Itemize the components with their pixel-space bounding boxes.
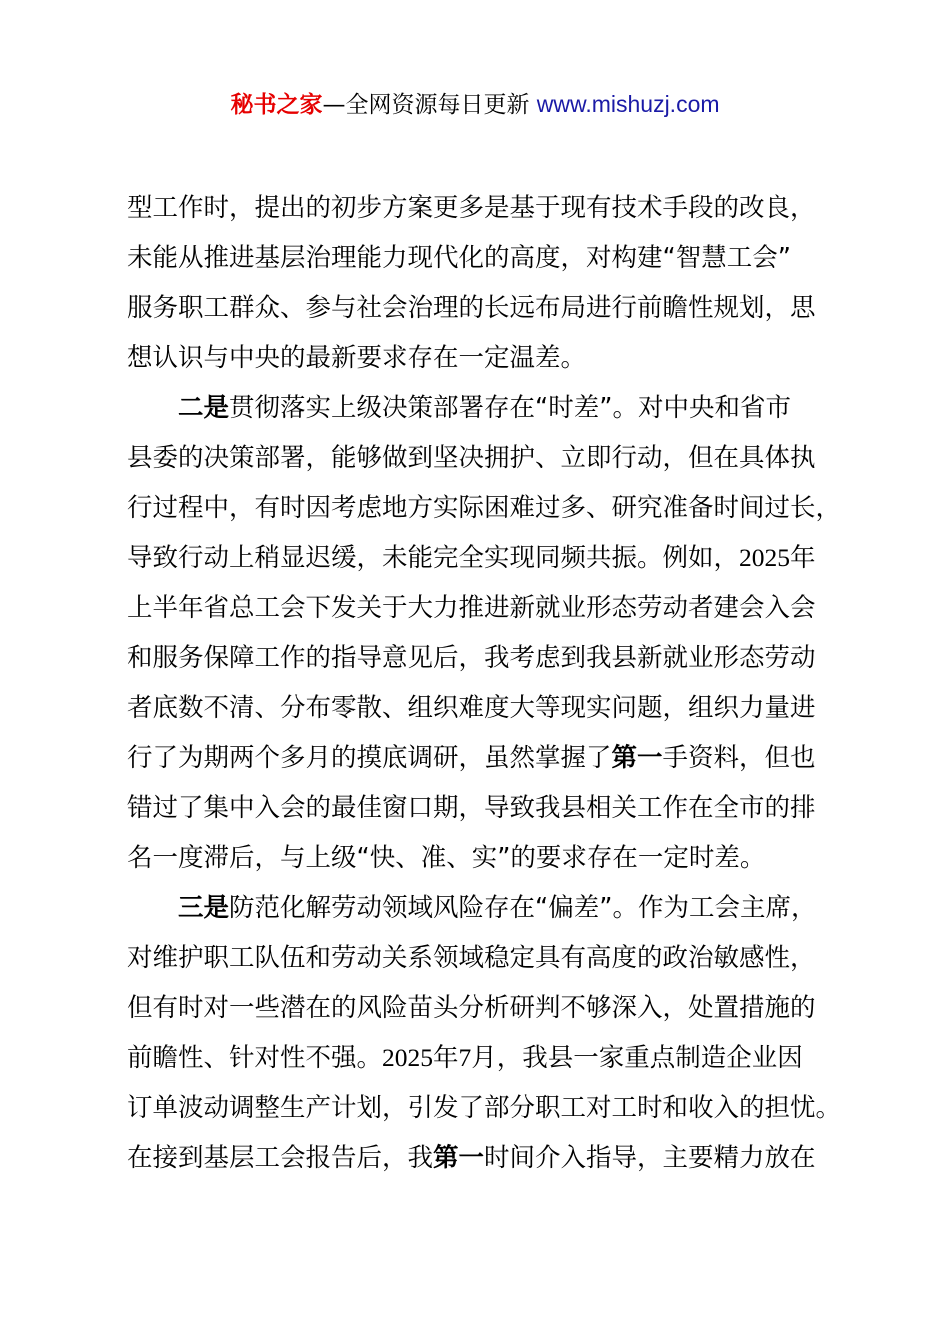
year-number: 2025 <box>739 543 791 572</box>
text-segment: 贯彻落实上级决策部署存在“时差”。对中央和省市 <box>229 393 791 423</box>
text-line <box>127 1033 857 1083</box>
text-segment: 月，我县一家重点制造企业因 <box>471 1043 803 1073</box>
text-line <box>127 733 857 783</box>
text-line: 想认识与中央的最新要求存在一定温差。 <box>127 343 587 373</box>
text-segment: 防范化解劳动领域风险存在“偏差”。作为工会主席， <box>229 893 817 923</box>
text-line: 对维护职工队伍和劳动关系领域稳定具有高度的政治敏感性， <box>127 943 816 973</box>
bold-text: 第一 <box>611 743 663 773</box>
text-line: 订单波动调整生产计划，引发了部分职工对工时和收入的担忧。 <box>127 1093 842 1123</box>
text-line: 错过了集中入会的最佳窗口期，导致我县相关工作在全市的排 <box>127 793 816 823</box>
page-header <box>0 86 950 123</box>
text-segment: 年 <box>433 1043 459 1073</box>
document-body <box>127 183 857 1183</box>
point-marker: 三是 <box>178 893 230 923</box>
text-line: 型工作时，提出的初步方案更多是基于现有技术手段的改良， <box>127 193 816 223</box>
text-segment: 年 <box>790 543 816 573</box>
site-url: www.mishuzj.com <box>536 91 720 117</box>
text-line: 但有时对一些潜在的风险苗头分析研判不够深入，处置措施的 <box>127 993 816 1023</box>
year-number: 2025 <box>382 1043 434 1072</box>
text-line: 服务职工群众、参与社会治理的长远布局进行前瞻性规划，思 <box>127 293 816 323</box>
point-marker: 二是 <box>178 393 230 423</box>
text-segment: 时间介入指导，主要精力放在 <box>484 1143 816 1173</box>
text-line: 未能从推进基层治理能力现代化的高度，对构建“智慧工会” <box>127 243 791 273</box>
paragraph-start <box>127 883 857 933</box>
text-line <box>127 1133 857 1183</box>
text-line: 者底数不清、分布零散、组织难度大等现实问题，组织力量进 <box>127 693 816 723</box>
brand-name: 秘书之家 <box>230 92 323 118</box>
text-line: 县委的决策部署，能够做到坚决拥护、立即行动，但在具体执 <box>127 443 816 473</box>
text-segment: 行了为期两个多月的摸底调研，虽然掌握了 <box>127 743 612 773</box>
text-line: 名一度滞后，与上级“快、准、实”的要求存在一定时差。 <box>127 843 766 873</box>
text-segment: 导致行动上稍显迟缓，未能完全实现同频共振。例如， <box>127 543 740 573</box>
header-tagline: —全网资源每日更新 <box>322 92 530 118</box>
text-segment: 前瞻性、针对性不强。 <box>127 1043 383 1073</box>
text-line: 和服务保障工作的指导意见后，我考虑到我县新就业形态劳动 <box>127 643 816 673</box>
text-segment: 手资料，但也 <box>662 743 816 773</box>
paragraph-start <box>127 383 857 433</box>
text-segment: 在接到基层工会报告后，我 <box>127 1143 434 1173</box>
text-line <box>127 533 857 583</box>
text-line: 行过程中，有时因考虑地方实际困难过多、研究准备时间过长， <box>127 493 842 523</box>
month-number: 7 <box>458 1043 472 1072</box>
bold-text: 第一 <box>433 1143 485 1173</box>
text-line: 上半年省总工会下发关于大力推进新就业形态劳动者建会入会 <box>127 593 816 623</box>
